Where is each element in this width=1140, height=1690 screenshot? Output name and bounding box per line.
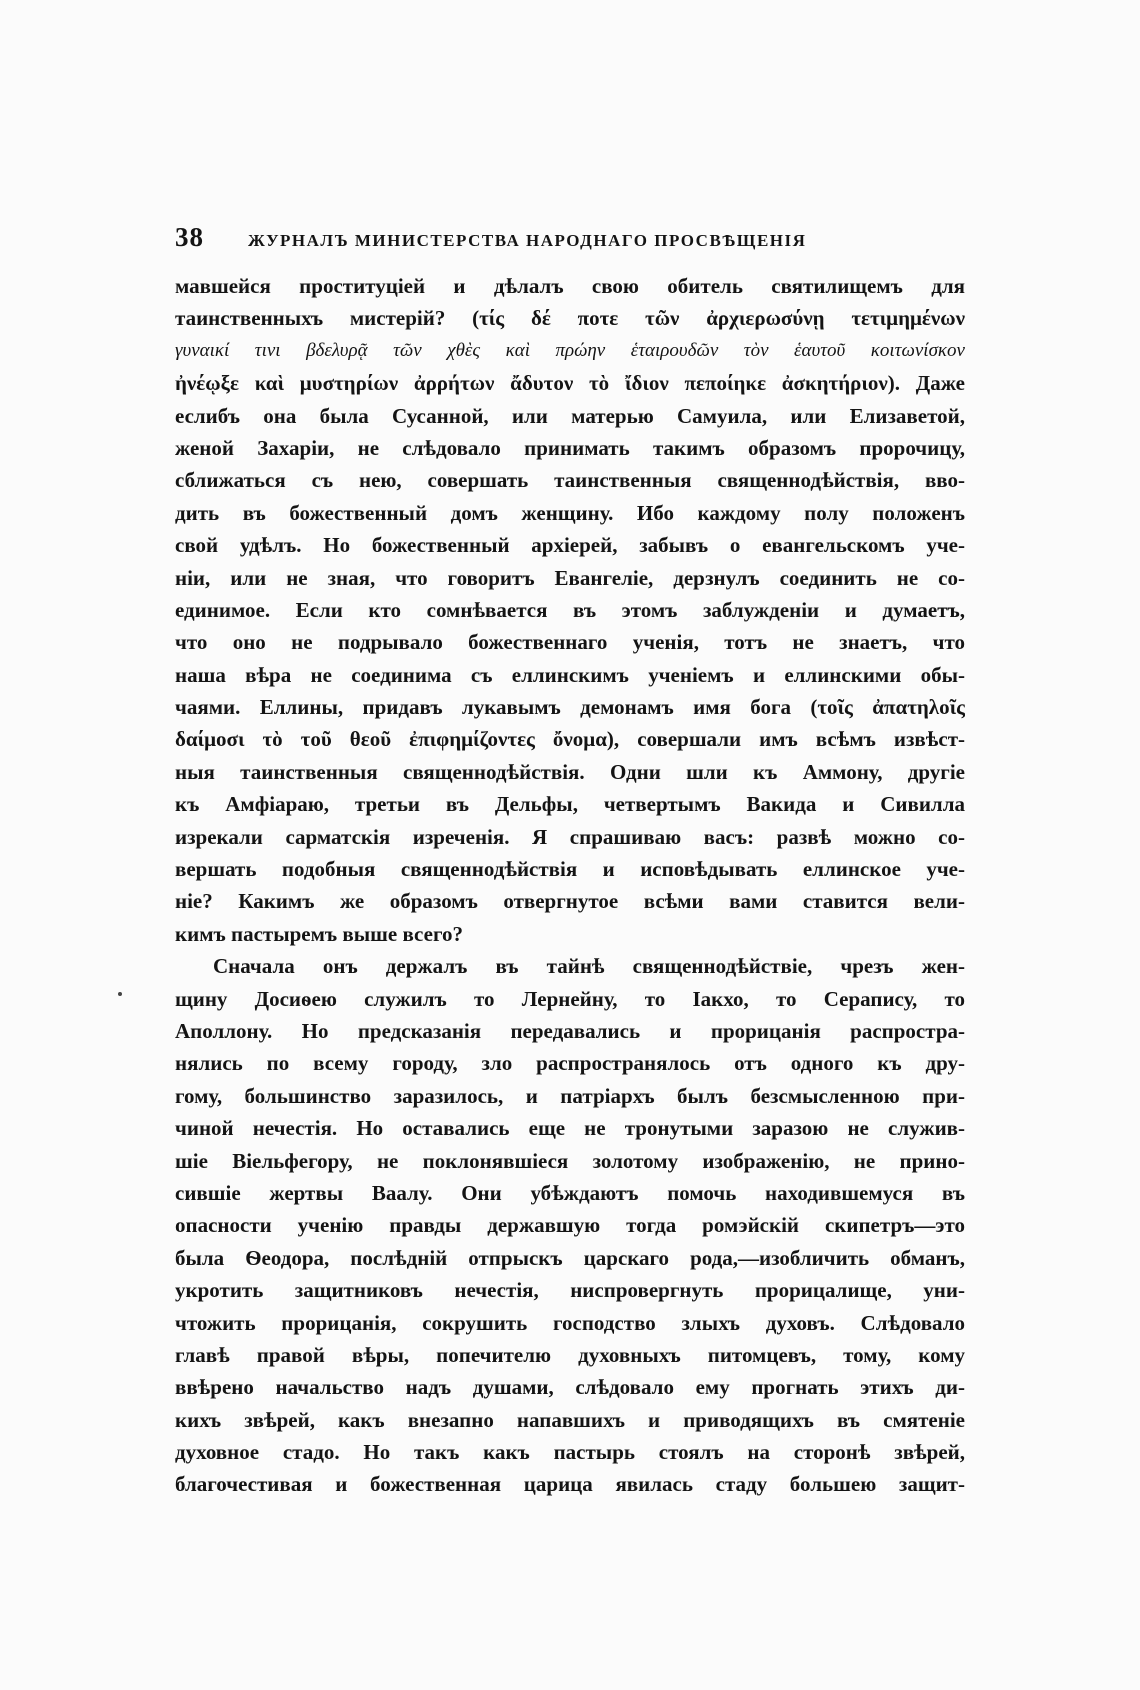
text-line: женой Захаріи, не слѣдовало принимать такимъ образомъ пророчицу,	[175, 435, 965, 460]
text-line: сближаться съ нею, совершать таинственныя священнодѣйствія, вво-	[175, 468, 965, 493]
text-line: изрекали сарматскія изреченія. Я спрашиваю васъ: развѣ можно со-	[175, 824, 965, 849]
text-line: свой удѣлъ. Но божественный архіерей, забывъ о евангельскомъ уче-	[175, 533, 965, 558]
text-line: δαίμοσι τὸ τοῦ θεοῦ ἐπιφημίζοντες ὄνομα), совершали имъ всѣмъ извѣст-	[175, 727, 965, 752]
text-line: ніи, или не зная, что говоритъ Евангеліе, дерзнулъ соединить не со-	[175, 565, 965, 590]
running-head	[175, 222, 965, 262]
text-line: кихъ звѣрей, какъ внезапно напавшихъ и приводящихъ въ смятеніе	[175, 1407, 965, 1432]
journal-title: ЖУРНАЛЪ МИНИСТЕРСТВА НАРОДНАГО ПРОСВѢЩЕНІЯ	[248, 231, 807, 250]
paragraph-end-line: кимъ пастыремъ выше всего?	[175, 921, 463, 946]
text-line: духовное стадо. Но такъ какъ пастырь стоялъ на сторонѣ звѣрей,	[175, 1440, 965, 1465]
text-line: щину Досиѳею служилъ то Лернейну, то Іакхо, то Серапису, то	[175, 986, 965, 1011]
margin-mark	[118, 992, 122, 996]
text-line: ніе? Какимъ же образомъ отвергнутое всѣми вами ставится вели-	[175, 889, 965, 914]
text-line: была Ѳеодора, послѣдній отпрыскъ царскаго рода,—изобличить обманъ,	[175, 1245, 965, 1270]
text-line: главѣ правой вѣры, попечителю духовныхъ питомцевъ, тому, кому	[175, 1342, 965, 1367]
text-line: чтожить прорицанія, сокрушить господство злыхъ духовъ. Слѣдовало	[175, 1310, 965, 1335]
text-line: шіе Віельфегору, не поклонявшіеся золотому изображенію, не прино-	[175, 1148, 965, 1173]
text-line: гому, большинство заразилось, и патріархъ былъ безсмысленною при-	[175, 1083, 965, 1108]
body-text	[175, 270, 965, 1501]
text-line: чаями. Еллины, придавъ лукавымъ демонамъ имя бога (τοῖς ἀπατηλοῖς	[175, 695, 965, 720]
page-number: 38	[175, 222, 204, 252]
text-line: Аполлону. Но предсказанія передавались и прорицанія распростра-	[175, 1018, 965, 1043]
text-line: нялись по всему городу, зло распространялось отъ одного къ дру-	[175, 1051, 965, 1076]
text-line: вершать подобныя священнодѣйствія и исповѣдывать еллинское уче-	[175, 857, 965, 882]
text-line: что оно не подрывало божественнаго ученія, тотъ не знаетъ, что	[175, 630, 965, 655]
text-line: къ Амфіараю, третьи въ Дельфы, четвертымъ Вакида и Сивилла	[175, 792, 965, 817]
text-line: опасности ученію правды державшую тогда ромэйскій скипетръ—это	[175, 1213, 965, 1238]
text-line: мавшейся проституціей и дѣлалъ свою обитель святилищемъ для	[175, 274, 965, 298]
text-line: таинственныхъ мистерій? (τίς δέ ποτε τῶν ἀρχιερωσύνῃ τετιμημένων	[175, 306, 965, 331]
text-line: ἠνέῳξε καὶ μυστηρίων ἀρρήτων ἄδυτον τὸ ἴδιον πεποίηκε ἀσκητήριον). Даже	[175, 371, 965, 396]
text-line: укротить защитниковъ нечестія, ниспровергнуть прорицалище, уни-	[175, 1278, 965, 1303]
text-line: наша вѣра не соединима съ еллинскимъ ученіемъ и еллинскими обы-	[175, 662, 965, 687]
text-line: еслибъ она была Сусанной, или матерью Самуила, или Елизаветой,	[175, 403, 965, 428]
text-line: дить въ божественный домъ женщину. Ибо каждому полу положенъ	[175, 500, 965, 525]
text-line: благочестивая и божественная царица явилась стаду большею защит-	[175, 1472, 965, 1497]
text-line: ввѣрено начальство надъ душами, слѣдовало ему прогнать этихъ ди-	[175, 1375, 965, 1400]
text-line: единимое. Если кто сомнѣвается въ этомъ заблужденіи и думаетъ,	[175, 597, 965, 622]
text-line-greek: γυναικί τινι βδελυρᾷ τῶν χθὲς καὶ πρώην ἑταιρουδῶν τὸν ἑαυτοῦ κοιτωνίσκον	[175, 339, 965, 361]
text-line: ныя таинственныя священнодѣйствія. Одни шли къ Аммону, другіе	[175, 759, 965, 784]
text-line: чиной нечестія. Но оставались еще не тронутыми заразою не служив-	[175, 1116, 965, 1141]
text-line: сившіе жертвы Ваалу. Они убѣждаютъ помочь находившемуся въ	[175, 1180, 965, 1205]
paragraph-start-line: Сначала онъ держалъ въ тайнѣ священнодѣйствіе, чрезъ жен-	[213, 954, 965, 979]
